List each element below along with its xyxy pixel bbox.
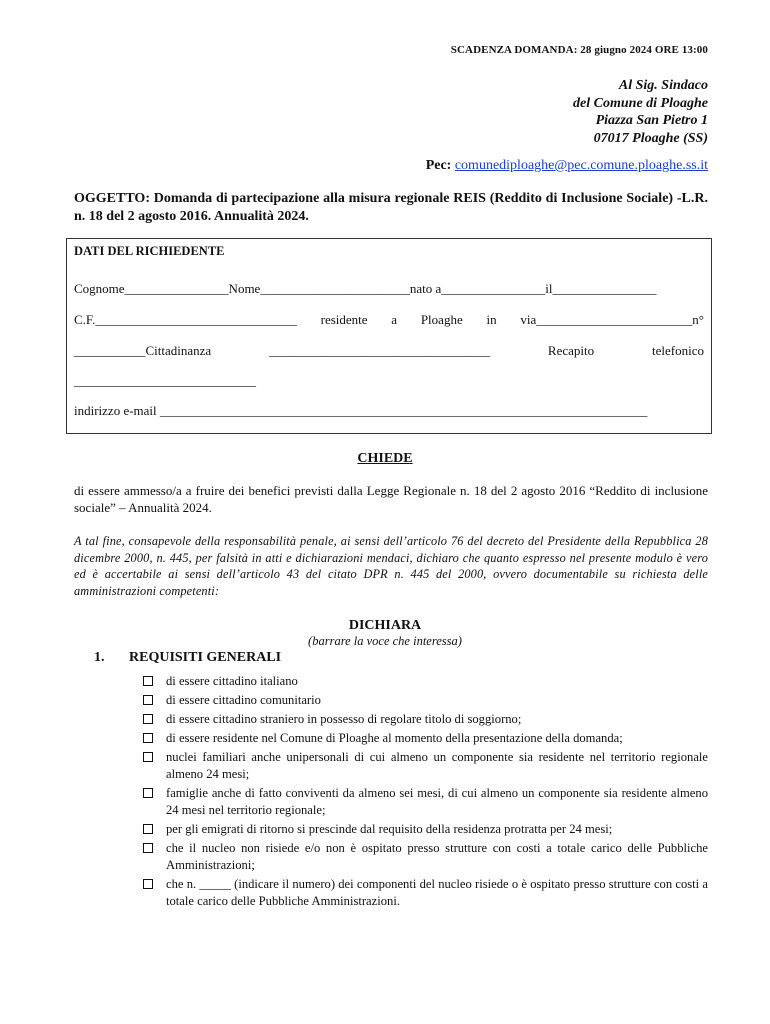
section-number: 1. xyxy=(94,650,105,665)
checkbox[interactable] xyxy=(143,733,153,743)
checkbox[interactable] xyxy=(143,676,153,686)
list-item xyxy=(143,785,708,819)
checkbox[interactable] xyxy=(143,879,153,889)
list-item xyxy=(143,840,708,874)
instruction-note: (barrare la voce che interessa) xyxy=(308,634,462,648)
text-residente: residente xyxy=(320,312,368,327)
email-field[interactable]: indirizzo e-mail ___________________________________________________________________________ xyxy=(74,403,648,418)
applicant-data-box xyxy=(66,238,712,434)
pec-email-link[interactable]: comunediploaghe@pec.comune.ploaghe.ss.it xyxy=(454,158,708,173)
request-paragraph: di essere ammesso/a a fruire dei benefici previsti dalla Legge Regionale n. 18 del 2 agosto 2016 “Reddito di inclusione sociale” – Annualità 2024. xyxy=(74,483,708,515)
checkbox[interactable] xyxy=(143,843,153,853)
item-text: di essere cittadino straniero in possesso di regolare titolo di soggiorno; xyxy=(166,712,522,726)
chiede-heading: CHIEDE xyxy=(357,451,413,466)
pec-line xyxy=(426,158,708,174)
address-line: 07017 Ploaghe (SS) xyxy=(593,130,708,146)
address-line: Al Sig. Sindaco xyxy=(618,78,708,93)
text-recapito: Recapito xyxy=(547,343,595,358)
citizenship-phone-line[interactable] xyxy=(74,343,704,359)
citizenship-label[interactable]: ___________Cittadinanza xyxy=(74,343,212,358)
checkbox[interactable] xyxy=(143,695,153,705)
phone-field[interactable]: ____________________________ xyxy=(74,373,256,388)
requirements-list xyxy=(143,673,708,912)
checkbox[interactable] xyxy=(143,788,153,798)
text-a: a xyxy=(391,312,398,327)
declaration-paragraph: A tal fine, consapevole della responsabilità penale, ai sensi dell’articolo 76 del decreto del Presidente della Repubblica 28 dicembre 2000, n. 445, per falsità in atti e dichiarazioni mendaci, dichiaro che quanto espresso nel presente modulo è vero ed è accertabile ai sensi dell’articolo 43 del citato DPR n. 445 del 2000, ovvero documentabile su richiesta delle amministrazioni competenti: xyxy=(74,534,708,598)
text-ploaghe: Ploaghe xyxy=(420,312,463,327)
item-text: che il nucleo non risiede e/o non è ospitato presso strutture con costi a totale carico delle Pubbliche Amministrazioni; xyxy=(166,841,708,872)
via-field[interactable]: via________________________n° xyxy=(520,312,704,327)
list-item xyxy=(143,692,708,709)
applicant-box-header: DATI DEL RICHIEDENTE xyxy=(74,244,225,258)
list-item xyxy=(143,821,708,838)
checkbox[interactable] xyxy=(143,824,153,834)
dichiara-heading: DICHIARA xyxy=(348,618,422,633)
pec-label: Pec: xyxy=(425,158,452,173)
deadline-notice: SCADENZA DOMANDA: 28 giugno 2024 ORE 13:00 xyxy=(450,44,708,56)
cf-residence-line[interactable] xyxy=(74,312,704,328)
checkbox[interactable] xyxy=(143,752,153,762)
list-item xyxy=(143,673,708,690)
list-item xyxy=(143,876,708,910)
subject-heading: OGGETTO: Domanda di partecipazione alla misura regionale REIS (Reddito di Inclusione Sociale) -L.R. n. 18 del 2 agosto 2016. Annualità 2024. xyxy=(74,191,708,224)
text-telefonico: telefonico xyxy=(652,343,704,358)
item-text: di essere cittadino italiano xyxy=(166,674,298,688)
text-in: in xyxy=(486,312,497,327)
name-birth-line[interactable]: Cognome________________Nome_______________________nato a________________il________________ xyxy=(74,281,657,296)
list-item xyxy=(143,730,708,747)
address-line: Piazza San Pietro 1 xyxy=(595,113,708,128)
list-item xyxy=(143,749,708,783)
recipient-address xyxy=(573,77,708,147)
item-text: per gli emigrati di ritorno si prescinde dal requisito della residenza protratta per 24 mesi; xyxy=(166,822,613,836)
checkbox[interactable] xyxy=(143,714,153,724)
cf-field[interactable]: C.F._______________________________ xyxy=(74,312,297,327)
citizenship-field[interactable]: __________________________________ xyxy=(269,343,491,358)
list-item xyxy=(143,711,708,728)
item-text: famiglie anche di fatto conviventi da almeno sei mesi, di cui almeno un componente sia residente almeno 24 mesi nel territorio regionale; xyxy=(166,786,708,817)
section-title: REQUISITI GENERALI xyxy=(129,650,282,665)
item-text: nuclei familiari anche unipersonali di cui almeno un componente sia residente nel territorio regionale almeno 24 mesi; xyxy=(166,750,708,781)
item-text: che n. _____ (indicare il numero) dei componenti del nucleo risiede o è ospitato presso strutture con costi a totale carico delle Pubbliche Amministrazioni. xyxy=(166,877,708,908)
address-line: del Comune di Ploaghe xyxy=(573,95,708,111)
item-text: di essere residente nel Comune di Ploaghe al momento della presentazione della domanda; xyxy=(166,731,623,745)
item-text: di essere cittadino comunitario xyxy=(166,693,321,707)
